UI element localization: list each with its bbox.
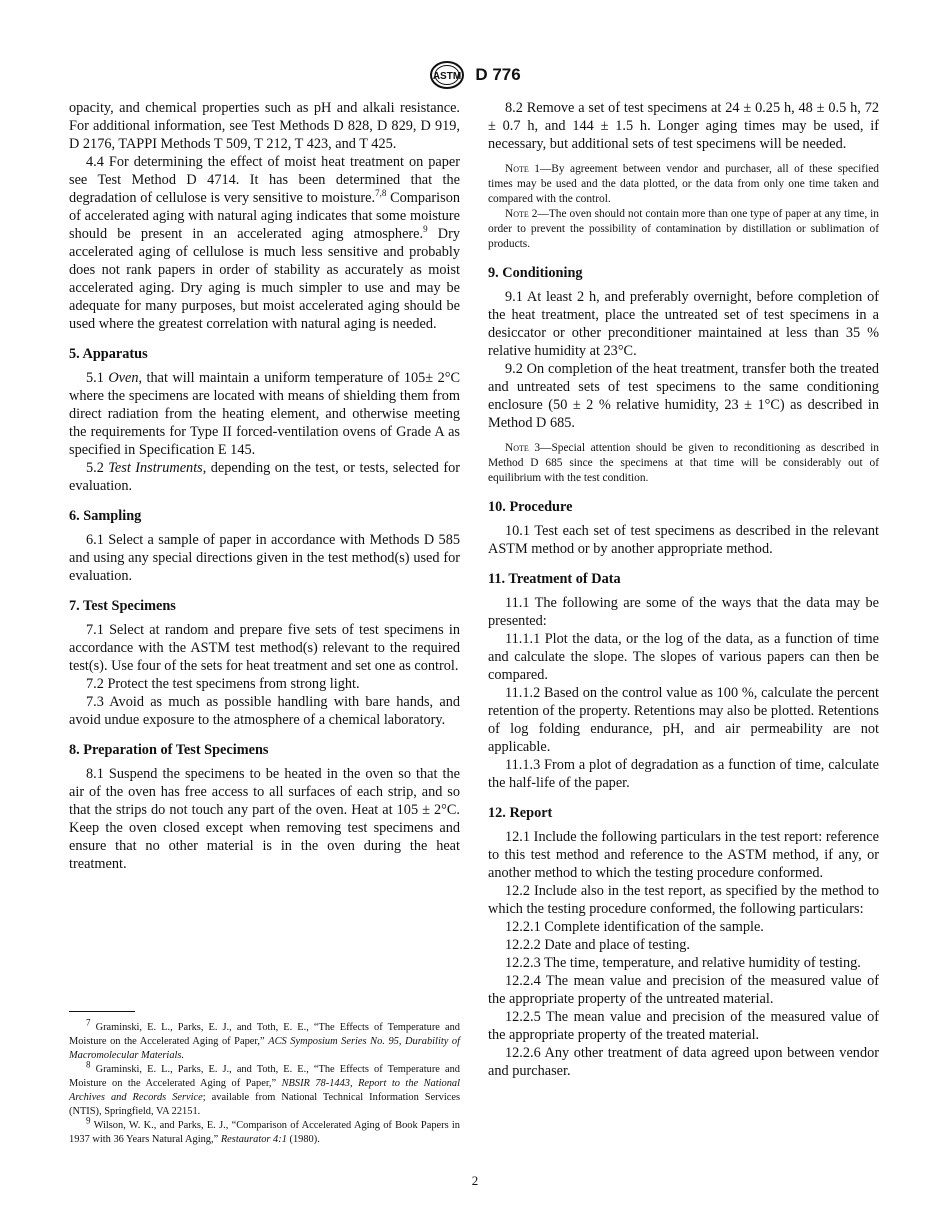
right-column [488,99,879,1080]
footnote-rule [69,1011,135,1012]
page-number: 2 [471,1173,479,1188]
svg-text:ASTM: ASTM [433,71,462,82]
paragraph-7-1: 7.1 Select at random and prepare five sets of test specimens in accordance with the ASTM test method(s) relevant to the required test(s). Use four of the sets for heat treatment and set one as control. [69,622,460,674]
paragraph-4-4: 4.4 For determining the effect of moist heat treatment on paper see Test Method D 4714. It has been determined that the degradation of cellulose is very sensitive to moisture.$^{7,8}$ Comparison of accelerated aging with natural aging indicates that some moisture should be present in an accelerated aging atmosphere.$^9$ Dry accelerated aging of cellulose is much less sensitive and probably does not rank papers in order of stability as accurately as moist accelerated aging. Dry aging is much simpler to use and may be adequate for many purposes, but moist accelerated aging should be used where the greatest correlation with natural aging is needed. [69,154,460,332]
footnote-9: $^9$ Wilson, W. K., and Parks, E. J., “Comparison of Accelerated Aging of Book Papers in 1937 with 36 Years Natural Aging,” Restaurator 4:1 (1980). [69,1115,460,1145]
section-heading-preparation: 8. Preparation of Test Specimens [69,742,269,758]
paragraph-8-1: 8.1 Suspend the specimens to be heated in the oven so that the air of the oven has free access to all surfaces of each strip, and so that the strips do not touch any part of the oven. Heat at 105 ± 2°C. Keep the oven closed except when removing test specimens and ensure that no other material is in the oven during the heat treatment. [69,766,460,872]
paragraph-12-2-2: 12.2.2 Date and place of testing. [505,937,691,953]
section-heading-test-specimens: 7. Test Specimens [69,598,176,614]
paragraph-11-1-1: 11.1.1 Plot the data, or the log of the data, as a function of time and calculate the slope. The slopes of various papers can then be compared. [488,631,879,683]
section-heading-treatment-of-data: 11. Treatment of Data [488,571,621,587]
paragraph-7-2: 7.2 Protect the test specimens from strong light. [86,676,360,692]
paragraph-9-2: 9.2 On completion of the heat treatment, transfer both the treated and untreated sets of test specimens to the same conditioning enclosure (50 ± 2 % relative humidity, 23 ± 1°C) as described in Method D 685. [488,361,879,431]
paragraph-12-1: 12.1 Include the following particulars in the test report: reference to this test method and reference to the ASTM method, if any, or another method to which the testing procedure conformed. [488,829,879,881]
paragraph-12-2-5: 12.2.5 The mean value and precision of the measured value of the appropriate property of the treated material. [488,1009,879,1043]
note-3: Note 3—Special attention should be given to reconditioning as described in Method D 685 since the specimens at that time will be considerably out of equilibrium with the test condition. [488,442,879,484]
section-heading-conditioning: 9. Conditioning [488,265,583,281]
paragraph-7-3: 7.3 Avoid as much as possible handling with bare hands, and avoid undue exposure to the atmosphere of a chemical laboratory. [69,694,460,728]
astm-logo-icon [429,60,465,90]
standard-designation: D 776 [475,65,521,84]
paragraph-5-1: 5.1 Oven, that will maintain a uniform temperature of 105± 2°C where the specimens are located with means of shielding them from direct radiation from the heating element, and otherwise meeting the requirements for Type II forced-ventilation ovens of Grade A as specified in Specification E 145. [69,370,460,458]
paragraph-12-2-4: 12.2.4 The mean value and precision of the measured value of the appropriate property of the untreated material. [488,973,879,1007]
paragraph-11-1-3: 11.1.3 From a plot of degradation as a function of time, calculate the half-life of the paper. [488,757,879,791]
note-1: Note 1—By agreement between vendor and purchaser, all of these specified times may be used and the data plotted, or the data from only one time taken and compared with the control. [488,163,879,205]
section-heading-sampling: 6. Sampling [69,508,142,524]
paragraph-12-2-3: 12.2.3 The time, temperature, and relative humidity of testing. [505,955,861,971]
notes-block [488,162,879,252]
paragraph-5-2: 5.2 Test Instruments, depending on the test, or tests, selected for evaluation. [69,460,460,494]
left-column [69,99,460,873]
footnote-7: $^7$ Graminski, E. L., Parks, E. J., and Toth, E. E., “The Effects of Temperature and Moisture on the Accelerated Aging of Paper,” ACS Symposium Series No. 95, Durability of Macromolecular Materials. [69,1017,460,1061]
paragraph-continuation: opacity, and chemical properties such as pH and alkali resistance. For additional information, see Test Methods D 828, D 829, D 919, D 2176, TAPPI Methods T 509, T 212, T 423, and T 425. [69,100,460,152]
paragraph-11-1: 11.1 The following are some of the ways that the data may be presented: [488,595,879,629]
note-3-block [488,441,879,486]
paragraph-11-1-2: 11.1.2 Based on the control value as 100 %, calculate the percent retention of the property. Retentions may also be plotted. Retentions of log folding endurance, pH, and air permeability are not applicable. [488,685,879,755]
paragraph-9-1: 9.1 At least 2 h, and preferably overnight, before completion of the heat treatment, place the untreated set of test specimens in a desiccator or other preconditioner maintained at less than 35 % relative humidity at 23°C. [488,289,879,359]
paragraph-12-2-6: 12.2.6 Any other treatment of data agreed upon between vendor and purchaser. [488,1045,879,1079]
section-heading-apparatus: 5. Apparatus [69,346,148,362]
section-heading-procedure: 10. Procedure [488,499,573,515]
paragraph-8-2: 8.2 Remove a set of test specimens at 24 ± 0.25 h, 48 ± 0.5 h, 72 ± 0.7 h, and 144 ± 1.5 h. Longer aging times may be used, if necessary, but additional sets of test specimens will be needed. [488,100,879,152]
page-header [0,60,950,90]
section-heading-report: 12. Report [488,805,553,821]
paragraph-6-1: 6.1 Select a sample of paper in accordance with Methods D 585 and using any special directions given in the test method(s) used for evaluation. [69,532,460,584]
note-2: Note 2—The oven should not contain more than one type of paper at any time, in order to prevent the possibility of contamination by distillation or sublimation of products. [488,208,879,250]
paragraph-10-1: 10.1 Test each set of test specimens as described in the relevant ASTM method or by another appropriate method. [488,523,879,557]
paragraph-12-2: 12.2 Include also in the test report, as specified by the method to which the testing procedure conformed, the following particulars: [488,883,879,917]
paragraph-12-2-1: 12.2.1 Complete identification of the sample. [505,919,764,935]
footnotes [69,1011,460,1147]
footnote-8: $^8$ Graminski, E. L., Parks, E. J., and Toth, E. E., “The Effects of Temperature and Moisture on the Accelerated Aging of Paper,” NBSIR 78-1443, Report to the National Archives and Records Service; available from National Technical Information Services (NTIS), Springfield, VA 22151. [69,1059,460,1117]
